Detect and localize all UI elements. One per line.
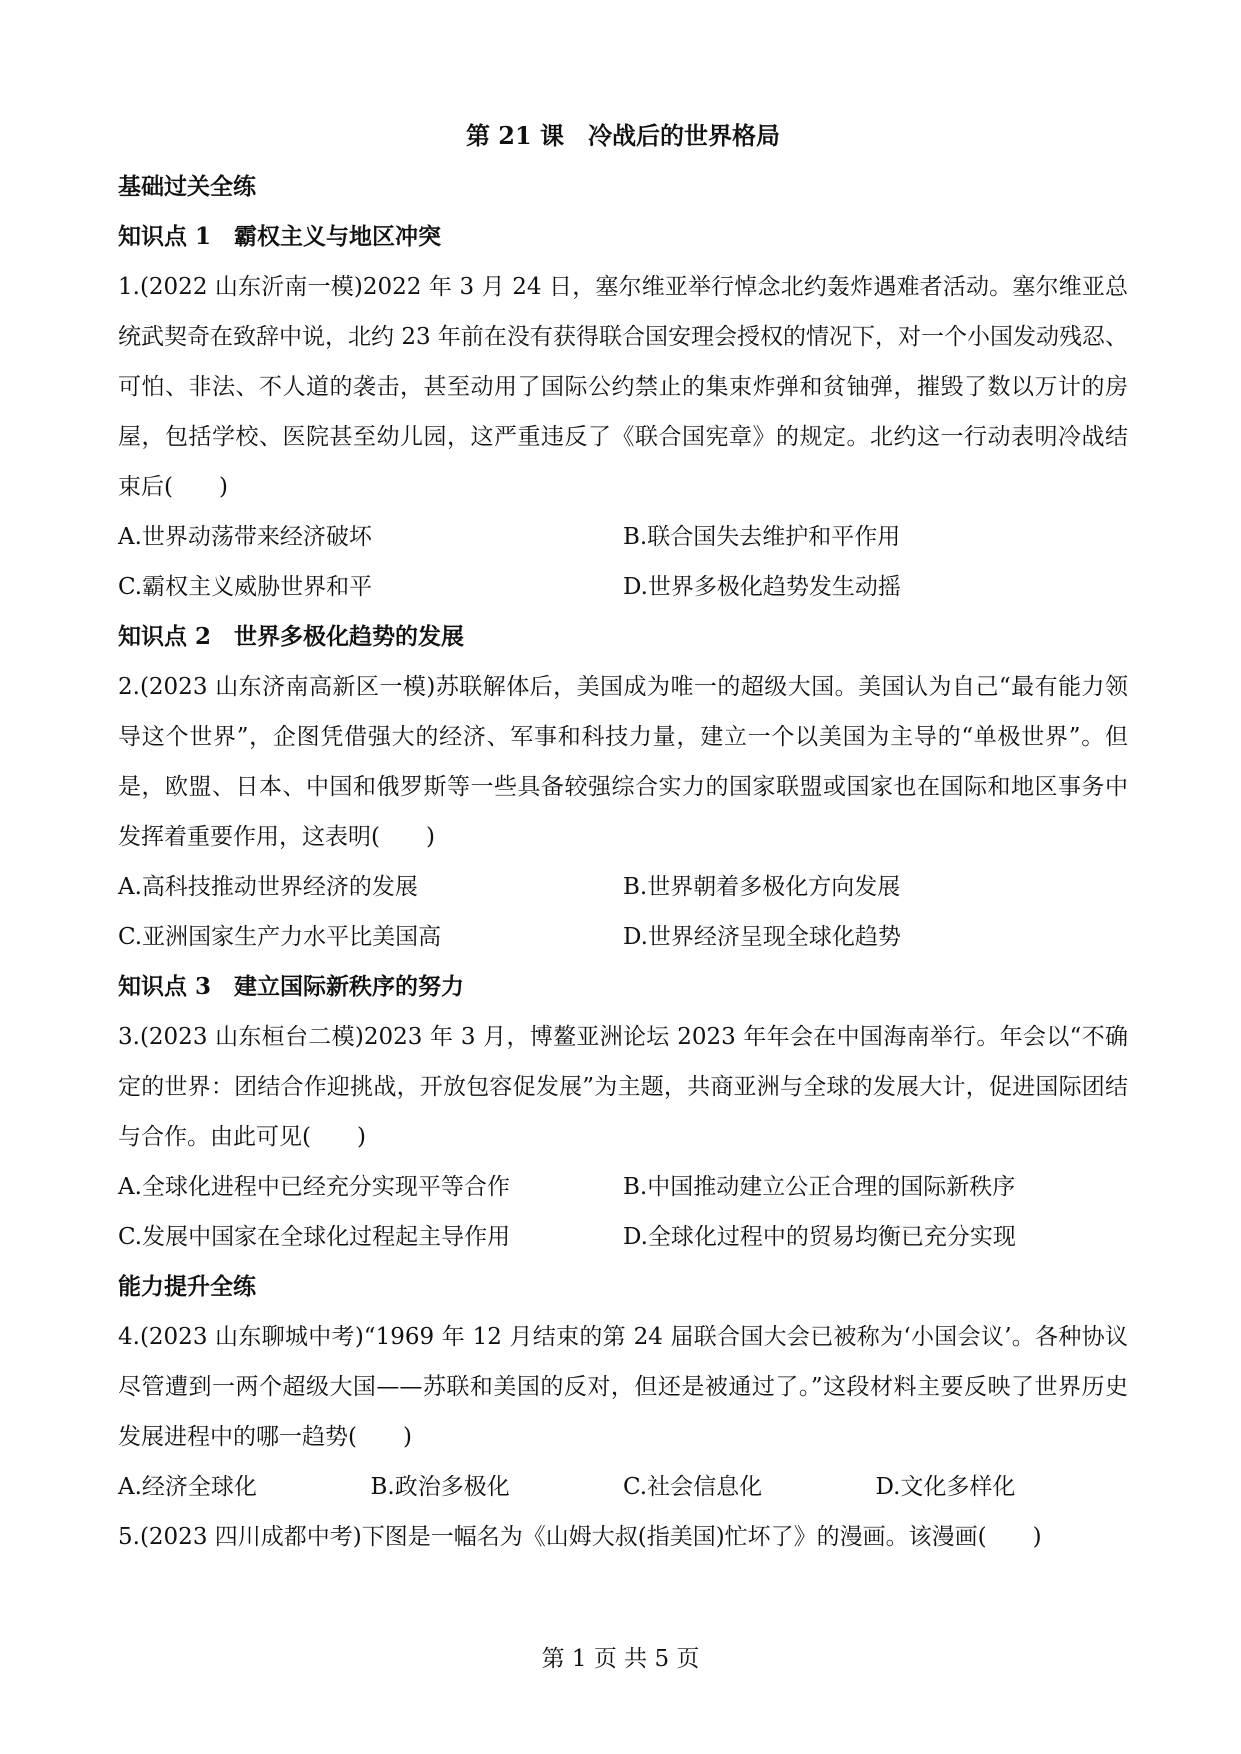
- lesson-title: 第 21 课 冷战后的世界格局: [465, 121, 781, 150]
- question-1-option-a: A.世界动荡带来经济破坏: [118, 524, 372, 550]
- question-3-stem: 3.(2023 山东桓台二模)2023 年 3 月，博鳌亚洲论坛 2023 年年会在中国海南举行。年会以“不确定的世界：团结合作迎挑战，开放包容促发展”为主题，共商亚洲与全球的发展大计，促进国际团结与合作。由此可见( ): [118, 1024, 1128, 1150]
- question-4-options: [118, 1462, 1128, 1512]
- question-3-option-a: A.全球化进程中已经充分实现平等合作: [118, 1174, 510, 1200]
- question-2-stem: 2.(2023 山东济南高新区一模)苏联解体后，美国成为唯一的超级大国。美国认为自己“最有能力领导这个世界”，企图凭借强大的经济、军事和科技力量，建立一个以美国为主导的“单极世界”。但是，欧盟、日本、中国和俄罗斯等一些具备较强综合实力的国家联盟或国家也在国际和地区事务中发挥着重要作用，这表明( ): [118, 674, 1128, 850]
- knowledge-point-2: 知识点 2 世界多极化趋势的发展: [118, 623, 465, 650]
- question-3-options: [118, 1162, 1128, 1262]
- question-1-stem: 1.(2022 山东沂南一模)2022 年 3 月 24 日，塞尔维亚举行悼念北约轰炸遇难者活动。塞尔维亚总统武契奇在致辞中说，北约 23 年前在没有获得联合国安理会授权的情况下，对一个小国发动残忍、可怕、非法、不人道的袭击，甚至动用了国际公约禁止的集束炸弹和贫铀弹，摧毁了数以万计的房屋，包括学校、医院甚至幼儿园，这严重违反了《联合国宪章》的规定。北约这一行动表明冷战结束后( ): [118, 274, 1128, 500]
- question-2-option-b: B.世界朝着多极化方向发展: [623, 874, 901, 900]
- section-heading-basic: 基础过关全练: [118, 173, 256, 200]
- question-1-options: [118, 512, 1128, 612]
- question-2-options: [118, 862, 1128, 962]
- question-2-option-d: D.世界经济呈现全球化趋势: [623, 924, 901, 950]
- question-1-option-b: B.联合国失去维护和平作用: [623, 524, 901, 550]
- question-3-option-b: B.中国推动建立公正合理的国际新秩序: [623, 1174, 1016, 1200]
- section-heading-advanced: 能力提升全练: [118, 1273, 256, 1300]
- question-5-stem: 5.(2023 四川成都中考)下图是一幅名为《山姆大叔(指美国)忙坏了》的漫画。该漫画( ): [118, 1524, 1042, 1550]
- question-4-option-d: D.文化多样化: [875, 1474, 1016, 1500]
- question-3-option-c: C.发展中国家在全球化过程起主导作用: [118, 1224, 511, 1250]
- question-4-stem: 4.(2023 山东聊城中考)“1969 年 12 月结束的第 24 届联合国大会已被称为‘小国会议’。各种协议尽管遭到一两个超级大国——苏联和美国的反对，但还是被通过了。”这段材料主要反映了世界历史发展进程中的哪一趋势( ): [118, 1324, 1128, 1450]
- question-2-option-a: A.高科技推动世界经济的发展: [118, 874, 418, 900]
- page-footer: 第 1 页 共 5 页: [541, 1646, 700, 1672]
- knowledge-point-3: 知识点 3 建立国际新秩序的努力: [118, 973, 465, 1000]
- question-1-option-c: C.霸权主义威胁世界和平: [118, 574, 373, 600]
- question-4-option-a: A.经济全球化: [118, 1474, 257, 1500]
- question-3-option-d: D.全球化过程中的贸易均衡已充分实现: [623, 1224, 1016, 1250]
- document-page: [118, 112, 1128, 1562]
- question-2-option-c: C.亚洲国家生产力水平比美国高: [118, 924, 442, 950]
- question-4-option-b: B.政治多极化: [370, 1474, 510, 1500]
- question-4-option-c: C.社会信息化: [623, 1474, 763, 1500]
- knowledge-point-1: 知识点 1 霸权主义与地区冲突: [118, 223, 442, 250]
- question-1-option-d: D.世界多极化趋势发生动摇: [623, 574, 901, 600]
